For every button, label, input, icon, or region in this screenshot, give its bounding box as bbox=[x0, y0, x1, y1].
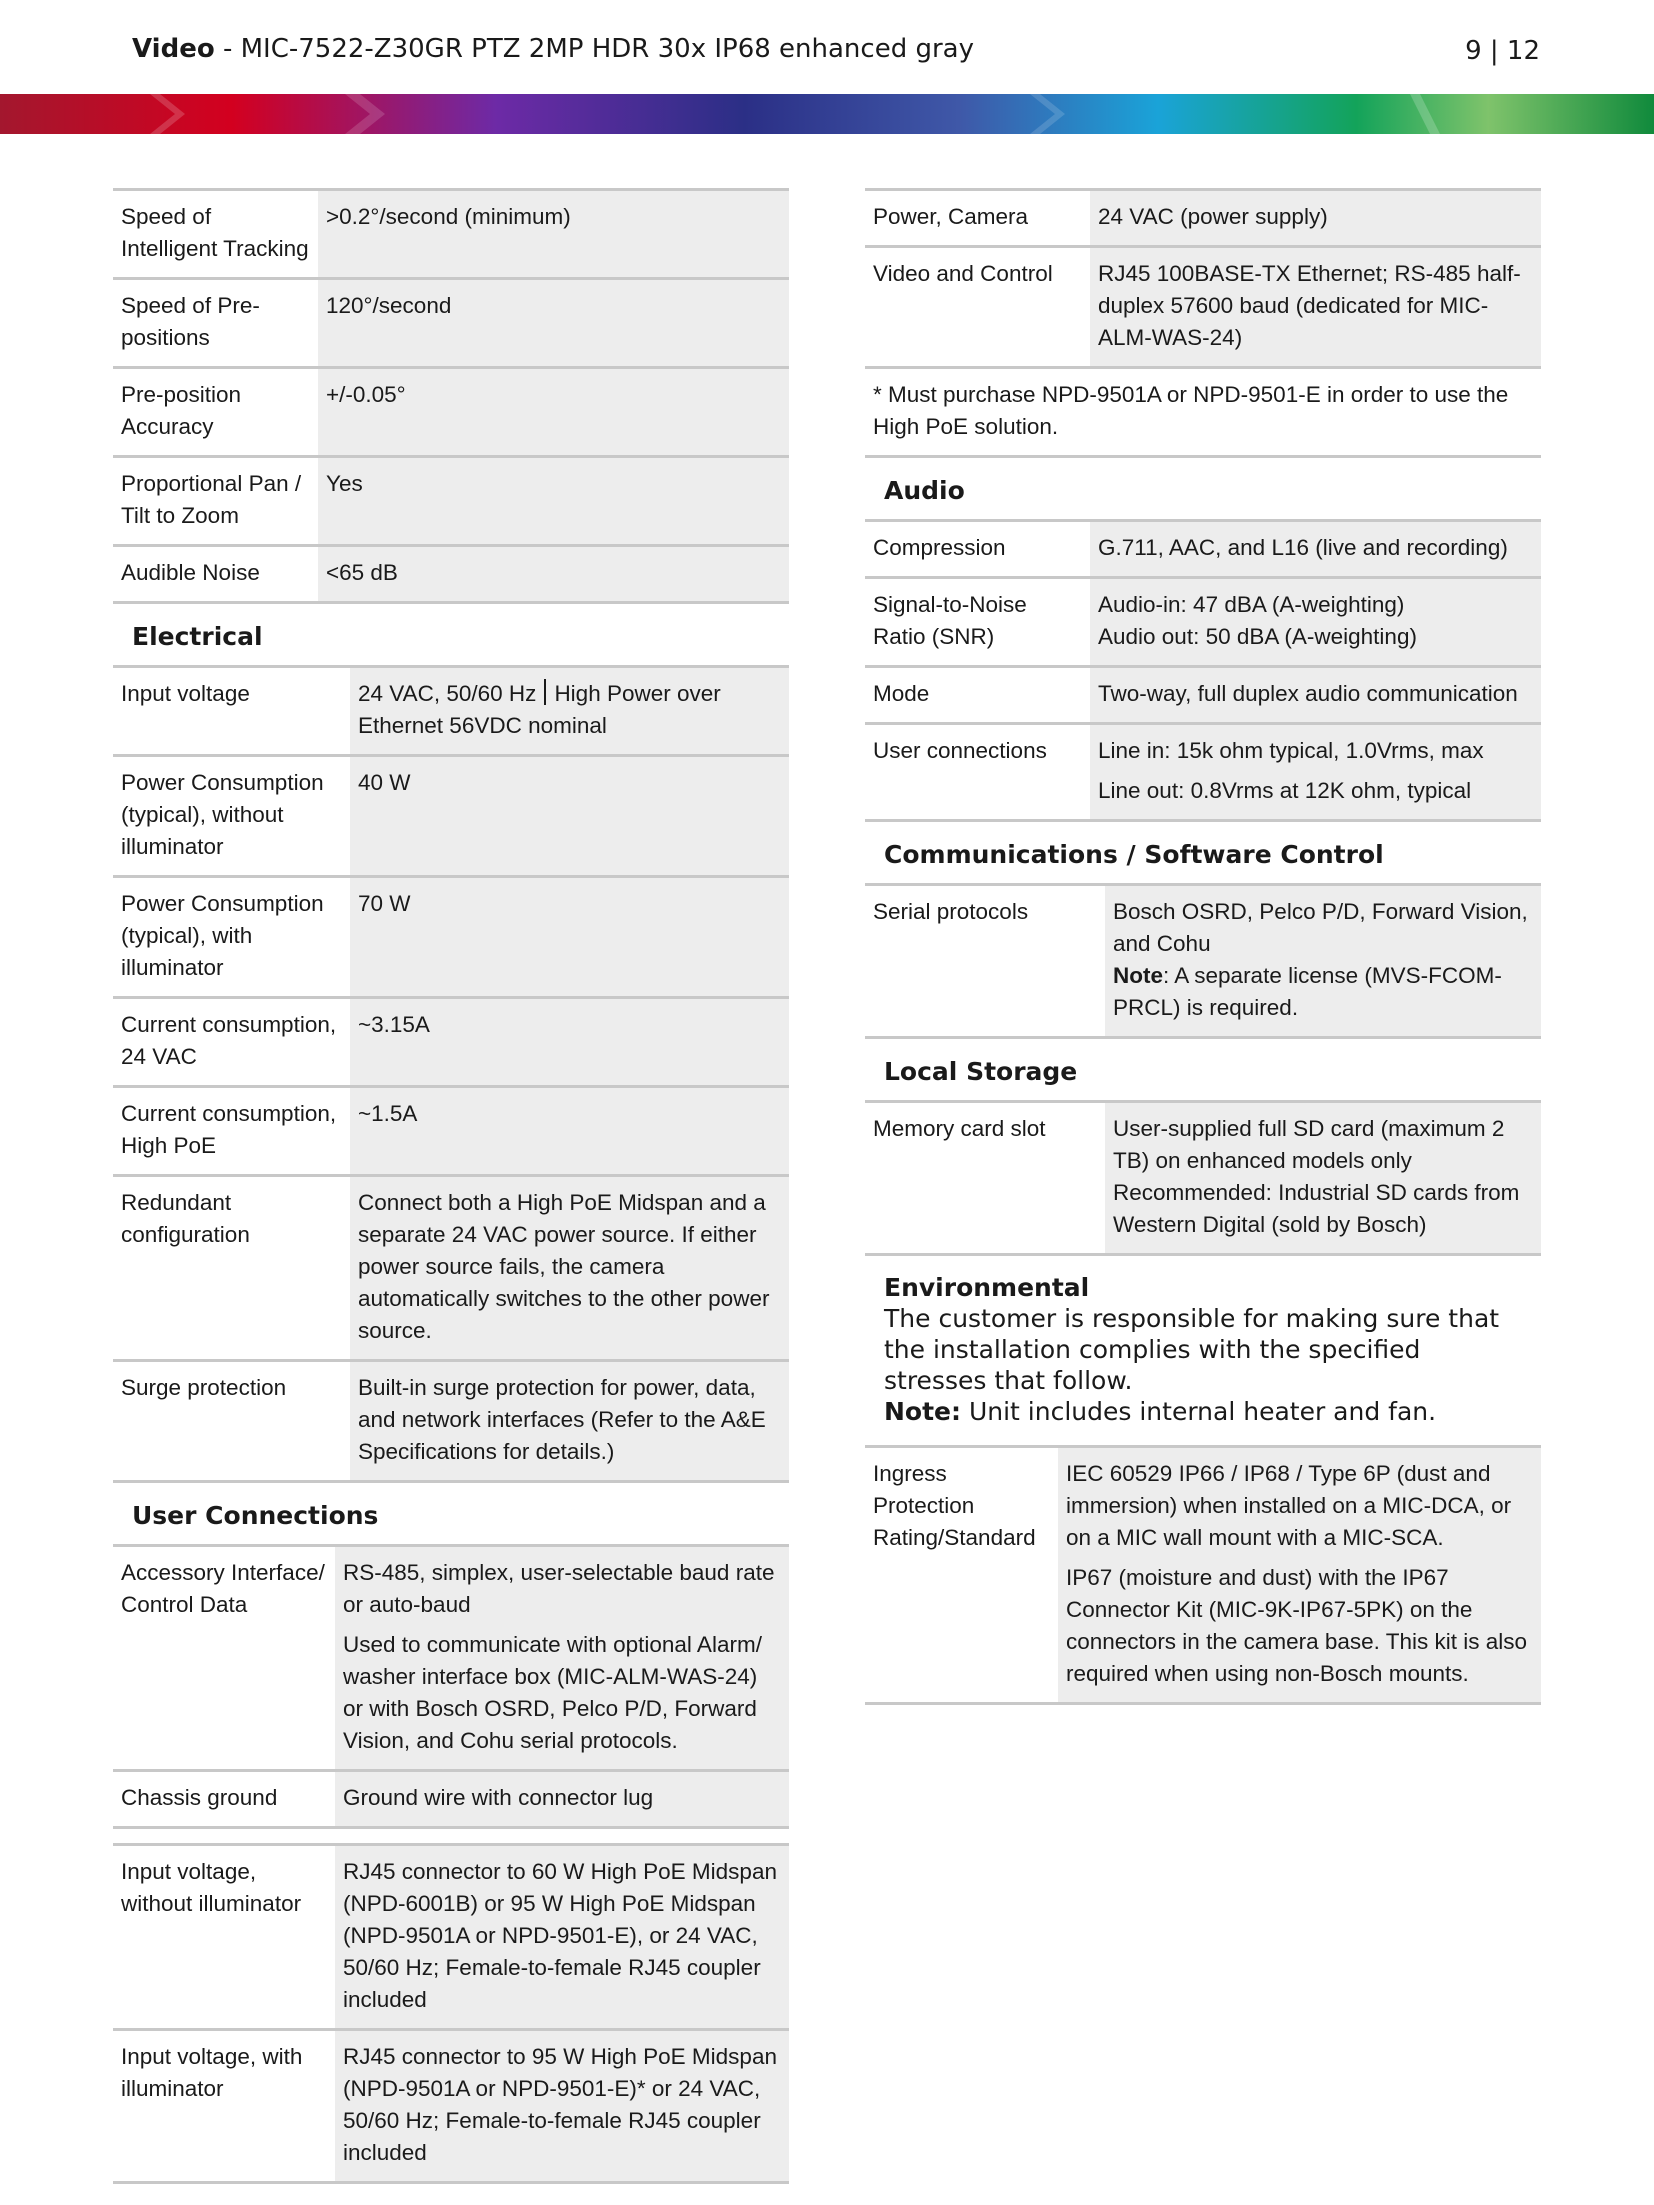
row-label: Input voltage bbox=[113, 668, 350, 756]
row-value: >0.2°/second (minimum) bbox=[318, 190, 789, 279]
table-row bbox=[113, 1547, 789, 1771]
brand-color-band bbox=[0, 94, 1654, 134]
table-row bbox=[113, 2030, 789, 2183]
row-value: Built-in surge protection for power, data, and network interfaces (Refer to the A&E Specifications for details.) bbox=[350, 1361, 789, 1482]
table-row bbox=[113, 1087, 789, 1176]
row-value: RJ45 100BASE-TX Ethernet; RS-485 half-duplex 57600 baud (dedicated for MIC-ALM-WAS-24) bbox=[1090, 247, 1541, 368]
row-value: Connect both a High PoE Midspan and a separate 24 VAC power source. If either power source fails, the camera automatically switches to the other power source. bbox=[350, 1176, 789, 1361]
row-label: Input voltage, with illuminator bbox=[113, 2030, 335, 2183]
value-line: Recommended: Industrial SD cards from Western Digital (sold by Bosch) bbox=[1113, 1180, 1520, 1237]
value-paragraph: IP67 (moisture and dust) with the IP67 Connector Kit (MIC-9K-IP67-5PK) on the connectors in the camera base. This kit is also required when using non-Bosch mounts. bbox=[1066, 1565, 1528, 1686]
row-label: Audible Noise bbox=[113, 546, 318, 603]
user-connections-table bbox=[113, 1547, 789, 1829]
row-value: 40 W bbox=[350, 756, 789, 877]
title-rest: - MIC-7522-Z30GR PTZ 2MP HDR 30x IP68 enhanced gray bbox=[214, 34, 974, 64]
table-row bbox=[865, 522, 1541, 578]
environmental-text: The customer is responsible for making sure that the installation complies with the specified stresses that follow. bbox=[884, 1304, 1500, 1395]
row-value: ~3.15A bbox=[350, 998, 789, 1087]
row-label: Current consumption, High PoE bbox=[113, 1087, 350, 1176]
table-row bbox=[113, 1845, 789, 2030]
row-value bbox=[350, 668, 789, 756]
row-label: Current consumption, 24 VAC bbox=[113, 998, 350, 1087]
table-row bbox=[865, 247, 1541, 368]
note-label: Note: bbox=[884, 1397, 962, 1426]
table-row bbox=[113, 457, 789, 546]
table-row bbox=[113, 756, 789, 877]
table-row bbox=[113, 1176, 789, 1361]
page-header bbox=[132, 34, 1540, 74]
table-row bbox=[113, 668, 789, 756]
value-paragraph: IEC 60529 IP66 / IP68 / Type 6P (dust and immersion) when installed on a MIC-DCA, or on a MIC wall mount with a MIC-SCA. bbox=[1066, 1461, 1512, 1550]
row-value: RJ45 connector to 60 W High PoE Midspan (NPD-6001B) or 95 W High PoE Midspan (NPD-9501A or NPD-9501-E), or 24 VAC, 50/60 Hz; Female-to-female RJ45 coupler included bbox=[335, 1845, 789, 2030]
row-value bbox=[335, 1547, 789, 1771]
row-label: Signal-to-Noise Ratio (SNR) bbox=[865, 578, 1090, 667]
value-paragraph: Used to communicate with optional Alarm/ washer interface box (MIC-ALM-WAS-24) or with Bosch OSRD, Pelco P/D, Forward Vision, and Cohu serial protocols. bbox=[343, 1632, 762, 1753]
table-row bbox=[113, 877, 789, 998]
table-row bbox=[865, 1448, 1541, 1704]
row-value bbox=[1105, 1103, 1541, 1255]
table-gap bbox=[113, 1829, 789, 1843]
right-column bbox=[865, 188, 1541, 1705]
row-label: Proportional Pan / Tilt to Zoom bbox=[113, 457, 318, 546]
separator-bar bbox=[544, 679, 546, 705]
footnote: * Must purchase NPD-9501A or NPD-9501-E in order to use the High PoE solution. bbox=[865, 368, 1541, 457]
row-value bbox=[1105, 886, 1541, 1038]
environmental-section bbox=[865, 1256, 1541, 1448]
section-title-local-storage: Local Storage bbox=[865, 1039, 1541, 1103]
row-label: Video and Control bbox=[865, 247, 1090, 368]
ingress-table bbox=[865, 1448, 1541, 1705]
electrical-table bbox=[113, 668, 789, 1483]
power-video-table bbox=[865, 188, 1541, 458]
row-label: Accessory Interface/ Control Data bbox=[113, 1547, 335, 1771]
value-paragraph: RS-485, simplex, user-selectable baud rate or auto-baud bbox=[343, 1560, 775, 1617]
table-row bbox=[865, 1103, 1541, 1255]
table-row bbox=[113, 368, 789, 457]
section-title-user-connections: User Connections bbox=[113, 1483, 789, 1547]
row-value: +/-0.05° bbox=[318, 368, 789, 457]
row-label: Power Consumption (typical), with illuminator bbox=[113, 877, 350, 998]
row-value bbox=[1090, 578, 1541, 667]
row-label: Ingress Protection Rating/Standard bbox=[865, 1448, 1058, 1704]
table-row bbox=[865, 578, 1541, 667]
row-label: Redundant configuration bbox=[113, 1176, 350, 1361]
value-paragraph: Line out: 0.8Vrms at 12K ohm, typical bbox=[1098, 778, 1472, 803]
value-line: Audio out: 50 dBA (A-weighting) bbox=[1098, 624, 1417, 649]
row-label: Compression bbox=[865, 522, 1090, 578]
table-row bbox=[113, 279, 789, 368]
table-row bbox=[865, 368, 1541, 457]
input-voltage-poe: High Power over Ethernet 56VDC nominal bbox=[358, 681, 721, 738]
table-row bbox=[113, 1771, 789, 1828]
value-line: Audio-in: 47 dBA (A-weighting) bbox=[1098, 592, 1405, 617]
row-label: Mode bbox=[865, 667, 1090, 724]
row-label: User connections bbox=[865, 724, 1090, 821]
communications-table bbox=[865, 886, 1541, 1039]
row-label: Power Consumption (typical), without illuminator bbox=[113, 756, 350, 877]
table-row bbox=[865, 190, 1541, 247]
note-text: : A separate license (MVS-FCOM-PRCL) is required. bbox=[1113, 963, 1502, 1020]
note-label: Note bbox=[1113, 963, 1163, 988]
row-value: Yes bbox=[318, 457, 789, 546]
input-voltage-table bbox=[113, 1843, 789, 2184]
table-row bbox=[865, 724, 1541, 821]
left-column bbox=[113, 188, 789, 2184]
row-value: <65 dB bbox=[318, 546, 789, 603]
table-row bbox=[113, 1361, 789, 1482]
row-label: Power, Camera bbox=[865, 190, 1090, 247]
audio-table bbox=[865, 522, 1541, 822]
row-label: Speed of Pre-positions bbox=[113, 279, 318, 368]
value-line: Bosch OSRD, Pelco P/D, Forward Vision, and Cohu bbox=[1113, 899, 1528, 956]
mechanical-table bbox=[113, 188, 789, 604]
row-value bbox=[1058, 1448, 1541, 1704]
row-label: Input voltage, without illuminator bbox=[113, 1845, 335, 2030]
row-value: RJ45 connector to 95 W High PoE Midspan (NPD-9501A or NPD-9501-E)* or 24 VAC, 50/60 Hz; Female-to-female RJ45 coupler included bbox=[335, 2030, 789, 2183]
section-title-electrical: Electrical bbox=[113, 604, 789, 668]
band-fill bbox=[0, 94, 1654, 134]
value-paragraph: Line in: 15k ohm typical, 1.0Vrms, max bbox=[1098, 738, 1484, 763]
title-bold: Video bbox=[132, 34, 215, 64]
row-value: Two-way, full duplex audio communication bbox=[1090, 667, 1541, 724]
row-value: 24 VAC (power supply) bbox=[1090, 190, 1541, 247]
table-row bbox=[113, 998, 789, 1087]
row-label: Pre-position Accuracy bbox=[113, 368, 318, 457]
table-row bbox=[865, 667, 1541, 724]
row-value: 120°/second bbox=[318, 279, 789, 368]
environmental-note: Unit includes internal heater and fan. bbox=[961, 1397, 1437, 1426]
row-value: G.711, AAC, and L16 (live and recording) bbox=[1090, 522, 1541, 578]
value-line: User-supplied full SD card (maximum 2 TB) on enhanced models only bbox=[1113, 1116, 1505, 1173]
row-label: Surge protection bbox=[113, 1361, 350, 1482]
storage-table bbox=[865, 1103, 1541, 1256]
document-title bbox=[132, 34, 974, 64]
row-value: Ground wire with connector lug bbox=[335, 1771, 789, 1828]
input-voltage-ac: 24 VAC, 50/60 Hz bbox=[358, 681, 537, 706]
row-value bbox=[1090, 724, 1541, 821]
row-label: Memory card slot bbox=[865, 1103, 1105, 1255]
row-value: ~1.5A bbox=[350, 1087, 789, 1176]
row-label: Chassis ground bbox=[113, 1771, 335, 1828]
row-value: 70 W bbox=[350, 877, 789, 998]
section-title-environmental: Environmental bbox=[884, 1273, 1090, 1302]
brand-band-graphic bbox=[0, 94, 1654, 134]
table-row bbox=[865, 886, 1541, 1038]
page-number: 9 | 12 bbox=[1465, 36, 1540, 66]
row-label: Serial protocols bbox=[865, 886, 1105, 1038]
table-row bbox=[113, 190, 789, 279]
table-row bbox=[113, 546, 789, 603]
section-title-audio: Audio bbox=[865, 458, 1541, 522]
section-title-communications: Communications / Software Control bbox=[865, 822, 1541, 886]
row-label: Speed of Intelligent Tracking bbox=[113, 190, 318, 279]
